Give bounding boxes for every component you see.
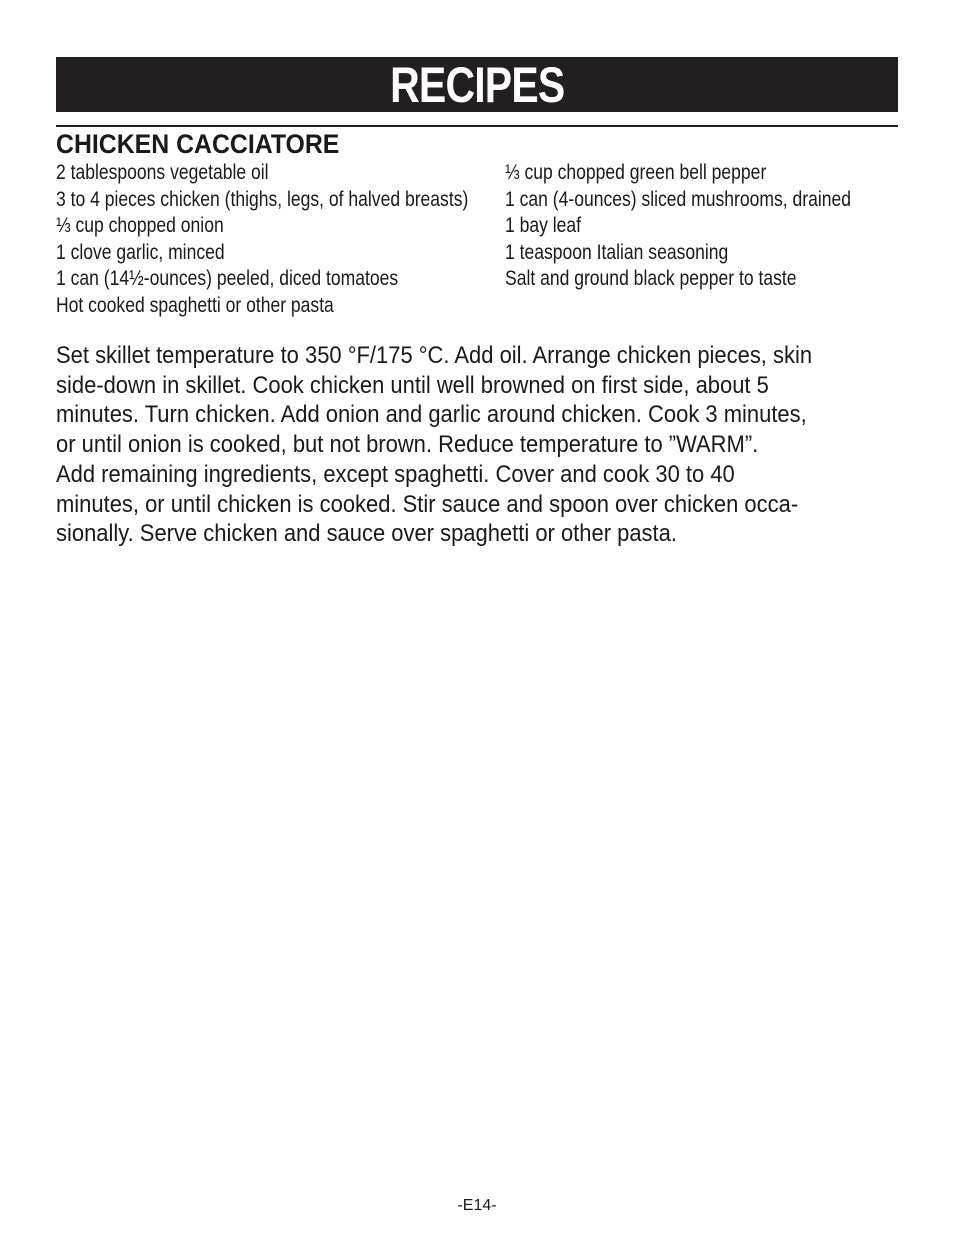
ingredient-item: ⅓ cup chopped green bell pepper (505, 161, 767, 184)
section-divider (56, 125, 898, 127)
instruction-line: minutes. Turn chicken. Add onion and garlic around chicken. Cook 3 minutes, (56, 401, 807, 429)
ingredient-item: 1 can (4-ounces) sliced mushrooms, drained (505, 187, 852, 211)
ingredient-item: ⅓ cup chopped onion (56, 214, 224, 238)
ingredient-item: 1 teaspoon Italian seasoning (505, 240, 729, 264)
instruction-line: side-down in skillet. Cook chicken until well browned on first side, about 5 (56, 371, 769, 399)
ingredient-item: Hot cooked spaghetti or other pasta (56, 293, 334, 317)
ingredient-item: 1 bay leaf (505, 214, 582, 238)
ingredient-item: 1 can (14½-ounces) peeled, diced tomatoes (56, 267, 399, 291)
instruction-line: or until onion is cooked, but not brown. Reduce temperature to ”WARM”. (56, 431, 759, 459)
recipe-instructions (56, 341, 861, 549)
instruction-line: Add remaining ingredients, except spaghetti. Cover and cook 30 to 40 (56, 460, 735, 488)
ingredients-left-column (56, 160, 468, 320)
page-header-banner (56, 57, 898, 112)
ingredient-item: Salt and ground black pepper to taste (505, 267, 797, 291)
recipe-title: CHICKEN CACCIATORE (56, 129, 340, 159)
ingredient-item: 3 to 4 pieces chicken (thighs, legs, of halved breasts) (56, 187, 469, 211)
instruction-line: sionally. Serve chicken and sauce over spaghetti or other pasta. (56, 520, 677, 548)
page-title: RECIPES (389, 56, 565, 113)
instruction-line: minutes, or until chicken is cooked. Stir sauce and spoon over chicken occa- (56, 490, 799, 518)
instruction-line: Set skillet temperature to 350 °F/175 °C. Add oil. Arrange chicken pieces, skin (56, 342, 813, 369)
page-number: -E14- (457, 1197, 497, 1214)
ingredients-right-column (505, 160, 851, 293)
ingredient-item: 2 tablespoons vegetable oil (56, 161, 269, 184)
ingredient-item: 1 clove garlic, minced (56, 240, 225, 264)
